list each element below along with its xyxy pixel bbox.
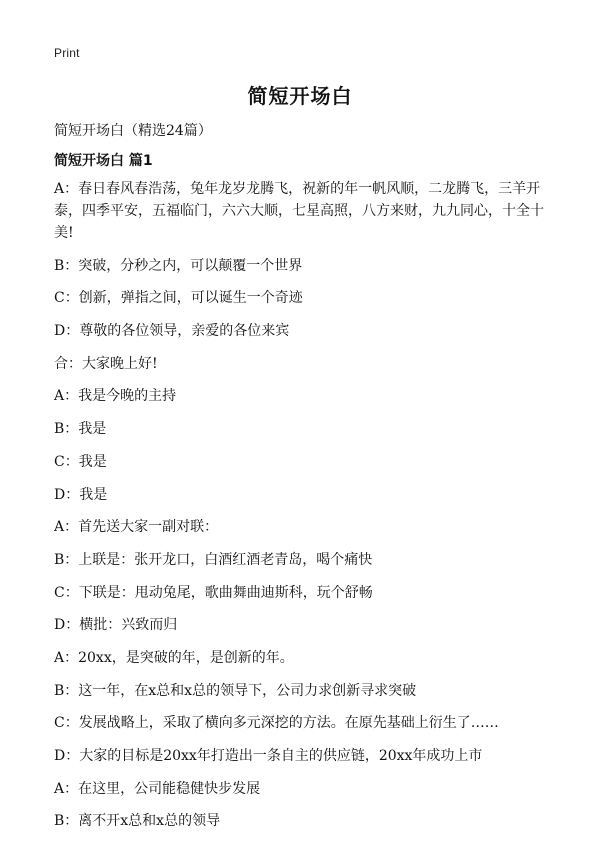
- paragraph: B：离不开x总和x总的领导: [54, 813, 221, 830]
- paragraph: C：创新，弹指之间，可以诞生一个奇迹: [54, 290, 303, 307]
- paragraph: D：我是: [54, 486, 108, 503]
- paragraph: D：尊敬的各位领导，亲爱的各位来宾: [54, 323, 290, 340]
- paragraph: B：上联是：张开龙口，白酒红酒老青岛，喝个痛快: [54, 551, 373, 568]
- paragraph: 合：大家晚上好!: [54, 355, 158, 372]
- paragraph: C：发展战略上，采取了横向多元深挖的方法。在原先基础上衍生了……: [54, 715, 499, 732]
- paragraph: C：下联是：甩动兔尾，歌曲舞曲迪斯科，玩个舒畅: [54, 584, 373, 601]
- page-title: 简短开场白: [247, 84, 353, 108]
- paragraph: D：横批：兴致而归: [54, 617, 178, 634]
- paragraph: B：突破，分秒之内，可以颠覆一个世界: [54, 257, 303, 274]
- print-label[interactable]: Print: [54, 46, 80, 60]
- paragraph: A：首先送大家一副对联：: [54, 519, 219, 536]
- paragraph: A：我是今晚的主持: [54, 388, 177, 405]
- document-subtitle: 简短开场白（精选24篇）: [54, 123, 212, 139]
- paragraph: D：大家的目标是20xx年打造出一条自主的供应链，20xx年成功上市: [54, 748, 483, 764]
- paragraph: C：我是: [54, 453, 107, 470]
- paragraph: A：在这里，公司能稳健快步发展: [54, 780, 261, 797]
- document-body: [54, 178, 546, 843]
- paragraph: A：20xx，是突破的年，是创新的年。: [54, 649, 294, 666]
- paragraph: B：我是: [54, 421, 107, 438]
- section-title: 简短开场白 篇1: [54, 153, 153, 169]
- paragraph: A：春日春风春浩荡，兔年龙岁龙腾飞，祝新的年一帆风顺，二龙腾飞，三羊开泰，四季平安，五福临门，六六大顺，七星高照，八方来财，九九同心，十全十美!: [54, 181, 544, 241]
- paragraph: B：这一年，在x总和x总的领导下，公司力求创新寻求突破: [54, 682, 417, 699]
